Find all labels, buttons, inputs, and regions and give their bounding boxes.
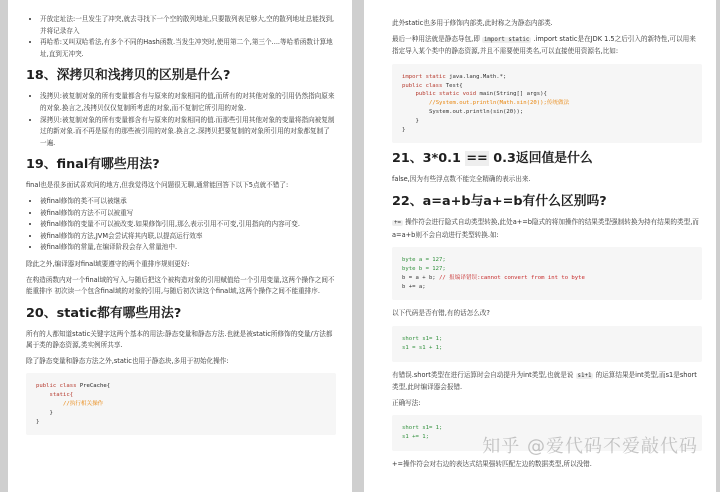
hash-bullets xyxy=(26,14,336,60)
paragraph: 以下代码是否有错,有的话怎么改? xyxy=(392,309,490,318)
paragraph: 有错误.short类型在进行运算时会自动提升为int类型,也就是说 s1+1 的运算结果是int类型,而s1是short类型,此时编译器会报错. xyxy=(392,370,697,392)
paragraph: +=操作符会对右边的表达式结果强转匹配左边的数据类型,所以没错. xyxy=(392,459,592,468)
code-block-static-import: import static java.lang.Math.*; public class Test{ public static void main(String[] args){ //System.out.println(Math.sin(20));传统做法 System.out.println(sin(20)); } } xyxy=(392,64,702,144)
inline-code: += xyxy=(394,219,401,226)
right-page xyxy=(364,0,716,492)
left-page xyxy=(8,0,352,492)
list-item: • 被final修饰的变量不可以被改变.如果修饰引用,那么表示引用不可变,引用指向的内容可变. xyxy=(40,219,336,231)
paragraph: += 操作符会进行隐式自动类型转换,此处a+=b隐式的将加操作的结果类型强制转换为持有结果的类型,而a=a+b则不会自动进行类型转换.如: xyxy=(392,217,699,239)
heading-22: 22、a=a+b与a+=b有什么区别吗? xyxy=(392,193,607,209)
paragraph: final也是很多面试喜欢问的地方,但我觉得这个问题很无聊,通常能回答下以下5点就不错了: xyxy=(26,181,289,190)
list-item: • 浅拷贝:被复制对象的所有变量都含有与原来的对象相同的值,而所有的对其他对象的引用仍然指向原来的对象.换言之,浅拷贝仅仅复制所考虑的对象,而不复制它所引用的对象. xyxy=(40,91,336,114)
heading-20: 20、static都有哪些用法? xyxy=(26,305,182,321)
heading-19: 19、final有哪些用法? xyxy=(26,157,160,173)
heading-18: 18、深拷贝和浅拷贝的区别是什么? xyxy=(26,68,231,84)
list-item: • 再哈希:又叫双哈希法,有多个不同的Hash函数.当发生冲突时,使用第二个,第三个....等哈希函数计算地址,直到无冲突. xyxy=(40,37,336,60)
copy-bullets xyxy=(26,91,336,149)
paragraph: 在构造函数内对一个final域的写入,与随后把这个被构造对象的引用赋值给一个引用变量,这两个操作之间不能重排序 初次读一个包含final域的对象的引用,与随后初次读这个final域,这两个操作之间不能重排序. xyxy=(26,275,335,296)
code-block-precache: public class PreCache{ static{ //执行相关操作 } } xyxy=(26,373,336,435)
list-item: • 被final修饰的常量,在编译阶段会存入常量池中. xyxy=(40,242,336,254)
watermark: 知乎 @爱代码不爱敲代码 xyxy=(482,436,698,457)
paragraph: 所有的人都知道static关键字这两个基本的用法:静态变量和静态方法.也就是被static所修饰的变量/方法都属于类的静态资源,类实例所共享. xyxy=(26,329,333,350)
list-item: • 被final修饰的方法,JVM会尝试将其内联,以提高运行效率 xyxy=(40,231,336,243)
paragraph: 此外static也多用于修饰内部类,此时称之为静态内部类. xyxy=(392,19,553,27)
heading-21: 21、3*0.1 == 0.3返回值是什么 xyxy=(392,151,593,167)
list-item: • 深拷贝:被复制对象的所有变量都含有与原来的对象相同的值.而那些引用其他对象的变量将指向被复制过的新对象.而不再是原有的那些被引用的对象.换言之.深拷贝把要复制的对象所引用的对象都复制了一遍. xyxy=(40,115,336,150)
paragraph: 正确写法: xyxy=(392,398,421,407)
list-item: • 被final修饰的类不可以被继承 xyxy=(40,196,336,208)
code-block-short-wrong: short s1= 1; s1 = s1 + 1; xyxy=(392,326,702,362)
paragraph: false,因为有些浮点数不能完全精确的表示出来. xyxy=(392,175,531,184)
list-item: • 被final修饰的方法不可以被重写 xyxy=(40,208,336,220)
paragraph: 除此之外,编译器对final域要遵守的两个重排序规则更好: xyxy=(26,259,190,268)
inline-code: import static xyxy=(483,36,530,43)
list-item: • 开放定址法:一旦发生了冲突,就去寻找下一个空的散列地址,只要散列表足够大,空的散列地址总能找到,并将记录存入 xyxy=(40,14,336,37)
final-bullets xyxy=(26,196,336,254)
inline-code: s1+1 xyxy=(577,372,592,379)
paragraph: 最后一种用法就是静态导包,即 import static .import static是在JDK 1.5之后引入的新特性,可以用来指定导入某个类中的静态资源,并且不需要使用类名,可以直接使用资源名,比如: xyxy=(392,34,696,56)
code-block-short-right: short s1= 1; s1 += 1; xyxy=(392,415,702,451)
code-block-byte: byte a = 127; byte b = 127; b = a + b; // 报编译错误:cannot convert from int to byte b += a; xyxy=(392,247,702,300)
paragraph: 除了静态变量和静态方法之外,static也用于静态块,多用于初始化操作: xyxy=(26,356,229,365)
